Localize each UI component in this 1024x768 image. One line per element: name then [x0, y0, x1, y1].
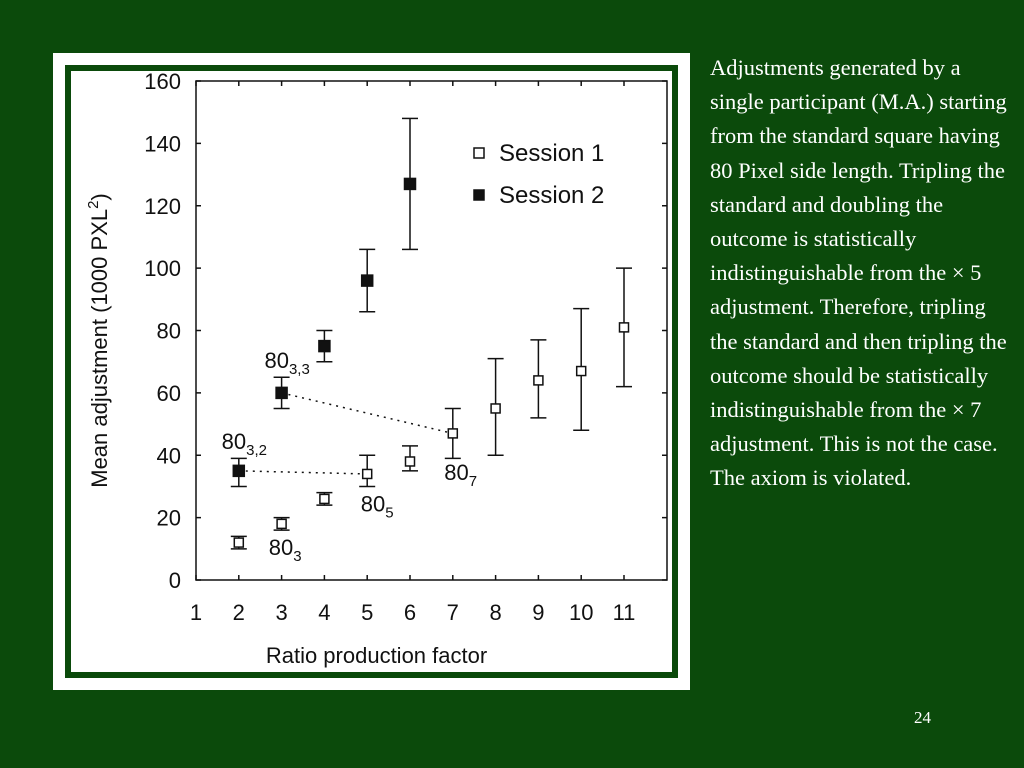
y-axis-label — [85, 193, 112, 488]
session1-point — [448, 429, 457, 438]
legend-label: Session 2 — [499, 182, 605, 209]
y-tick-label: 160 — [144, 69, 181, 94]
annotation-subscript: 7 — [468, 473, 478, 491]
session1-point — [277, 519, 286, 528]
x-axis-label: Ratio production factor — [265, 643, 488, 668]
annotation-base: 80 — [264, 347, 289, 373]
session2-point — [405, 178, 416, 189]
y-tick-label: 140 — [144, 131, 181, 157]
session1-point — [534, 376, 543, 385]
y-tick-label: 40 — [156, 443, 181, 469]
y-tick-label: 60 — [156, 380, 181, 406]
session2-point — [319, 341, 330, 352]
chart-svg — [53, 53, 690, 690]
session2-point — [276, 387, 287, 398]
session1-point — [406, 457, 415, 466]
x-tick-label: 1 — [189, 600, 203, 625]
x-tick-label: 10 — [568, 600, 594, 625]
session1-point — [363, 469, 372, 478]
session1-point — [234, 538, 243, 547]
x-tick-label: 5 — [361, 600, 374, 625]
y-tick-label: 100 — [144, 256, 181, 282]
y-tick-label: 80 — [156, 318, 181, 344]
session2-point — [233, 465, 244, 476]
x-tick-label: 2 — [232, 600, 245, 625]
y-tick-label: 120 — [144, 193, 181, 219]
slide-body-text: Adjustments generated by a single participant (M.A.) starting from the standard square having 80 Pixel side length. Tripling the standard and doubling the outcome is statistically indistinguishable from the × 5 adjustment. Therefore, tripling the standard and then tripling the outcome should be statistically indistinguishable from the × 7 adjustment. This is not the case. The axiom is violated. — [710, 55, 1007, 491]
x-tick-label: 9 — [532, 600, 545, 625]
x-tick-label: 8 — [489, 600, 502, 625]
chart-panel — [53, 53, 690, 690]
annotation-subscript: 5 — [385, 504, 394, 522]
session1-point — [320, 494, 329, 503]
annotation-subscript: 3,3 — [288, 360, 310, 378]
y-tick-label: 0 — [168, 568, 181, 593]
annotation-subscript: 3 — [293, 548, 302, 566]
slide-page-number: 24 — [914, 708, 931, 727]
y-tick-label: 20 — [156, 505, 181, 531]
session1-point — [577, 367, 586, 376]
x-tick-label: 11 — [612, 600, 636, 625]
annotation-base: 80 — [221, 429, 247, 455]
annotation-subscript: 3,2 — [246, 442, 268, 460]
x-tick-label: 3 — [275, 600, 288, 625]
session2-point — [362, 275, 373, 286]
x-tick-label: 6 — [403, 600, 417, 625]
y-axis-label-superscript: 2 — [85, 200, 102, 209]
legend-label: Session 1 — [499, 140, 605, 167]
session1-point — [491, 404, 500, 413]
annotation-base: 80 — [360, 491, 386, 517]
y-axis-label-main: Mean adjustment (1000 PXL — [87, 208, 112, 488]
legend-marker — [474, 148, 484, 158]
legend-marker — [474, 190, 484, 200]
annotation-base: 80 — [444, 460, 469, 486]
x-tick-label: 4 — [318, 600, 331, 625]
annotation-base: 80 — [268, 535, 294, 561]
session1-point — [620, 323, 629, 332]
x-tick-label: 7 — [446, 600, 459, 625]
y-axis-label-close: ) — [87, 193, 112, 201]
